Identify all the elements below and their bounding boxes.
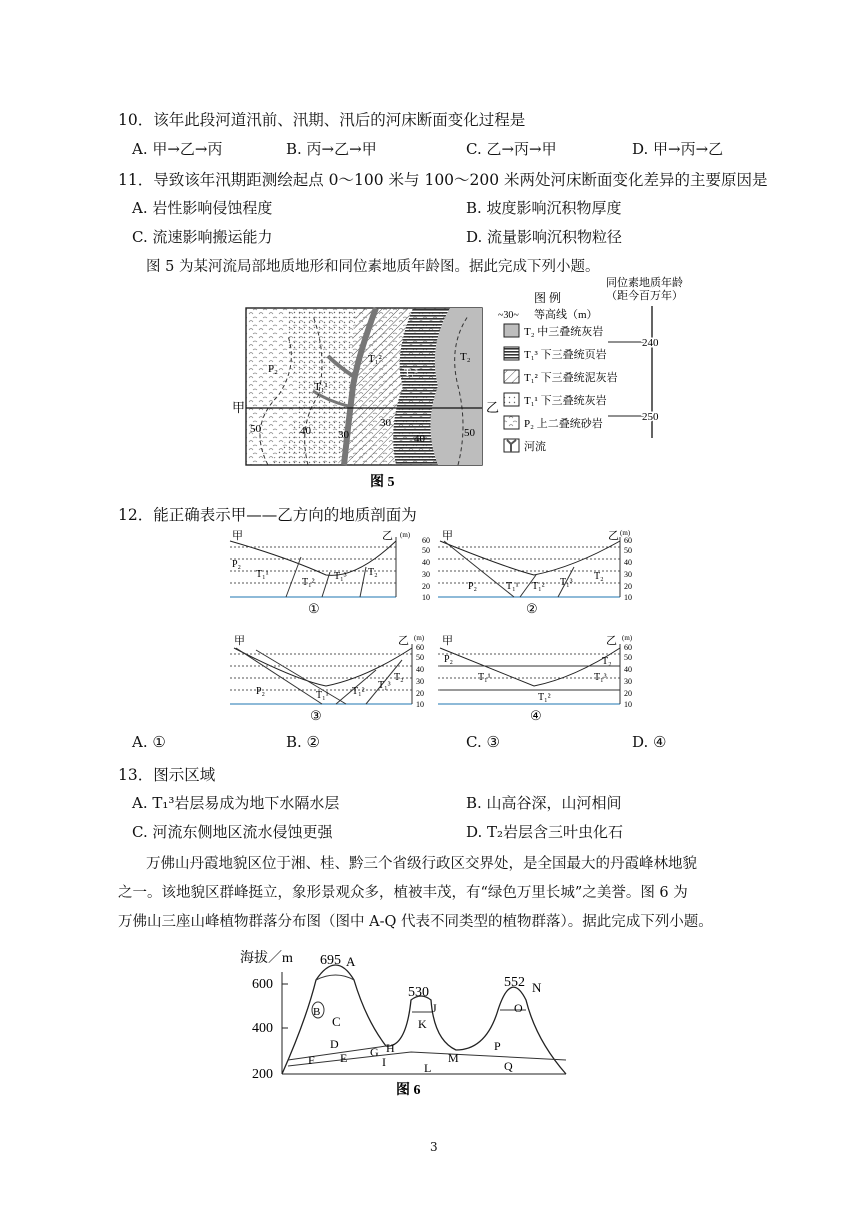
fig5-caption: 图 5 <box>370 475 395 490</box>
passage-line-1: 万佛山丹霞地貌区位于湘、桂、黔三个省级行政区交界处，是全国最大的丹霞峰林地貌 <box>146 856 697 872</box>
q11-option-c: C. 流速影响搬运能力 <box>132 228 273 246</box>
legend-item: T₁³ 下三叠统页岩 <box>524 349 607 361</box>
community-label: Q <box>504 1059 513 1073</box>
contour-label: 30 <box>338 429 349 441</box>
fig6-ytick: 600 <box>252 977 273 992</box>
q11-option-d: D. 流量影响沉积物粒径 <box>466 228 623 246</box>
community-label: F <box>308 1053 315 1067</box>
axis-tick: 10 <box>416 700 424 709</box>
axis-tick: 20 <box>624 689 632 698</box>
passage-line-3: 万佛山三座山峰植物群落分布图（图中 A-Q 代表不同类型的植物群落）。据此完成下列小题。 <box>118 914 713 930</box>
profile-number: ① <box>308 601 320 616</box>
profile-unit: T₁² <box>352 686 365 697</box>
legend-swatch-t2 <box>504 324 519 337</box>
legend-swatch-t11 <box>504 393 519 406</box>
legend-swatch-p2 <box>504 416 519 429</box>
axis-tick: 50 <box>422 546 430 555</box>
axis-tick: 50 <box>624 546 632 555</box>
legend-item: T₁¹ 下三叠统灰岩 <box>524 395 607 407</box>
profile-label-left: 甲 <box>232 530 243 542</box>
axis-tick: 10 <box>624 700 632 709</box>
passage-line-2: 之一。该地貌区群峰挺立，象形景观众多，植被丰茂，有“绿色万里长城”之美誉。图 6 为 <box>118 885 688 901</box>
page-number: 3 <box>430 1140 438 1154</box>
q10-option-b: B. 丙→乙→甲 <box>286 140 377 158</box>
community-label: L <box>424 1061 432 1075</box>
profile-unit: T₁³ <box>560 577 573 588</box>
q11-option-b: B. 坡度影响沉积物厚度 <box>466 199 622 217</box>
q12-option-a: A. ① <box>132 733 166 751</box>
axis-tick: 30 <box>416 677 424 686</box>
q13-option-d: D. T₂岩层含三叶虫化石 <box>466 823 624 841</box>
axis-tick: 40 <box>624 665 632 674</box>
profile-unit: T₁² <box>532 581 545 592</box>
profile-unit: T₂ <box>368 567 378 578</box>
profile-unit: T₁¹ <box>316 690 329 701</box>
community-label: J <box>432 1001 437 1015</box>
profile-number: ③ <box>310 708 322 723</box>
fig6-ylabel: 海拔／m <box>240 951 293 966</box>
axis-tick: 30 <box>624 677 632 686</box>
q11-stem: 11．导致该年汛期距测绘起点 0～100 米与 100～200 米两处河床断面变化差异的主要原因是 <box>118 171 768 189</box>
q10-option-a: A. 甲→乙→丙 <box>132 140 223 158</box>
q10-option-c: C. 乙→丙→甲 <box>466 140 557 158</box>
axis-unit: (m) <box>622 634 633 642</box>
axis-tick: 40 <box>416 665 424 674</box>
q11-option-a: A. 岩性影响侵蚀程度 <box>132 199 273 217</box>
community-label: A <box>346 954 356 969</box>
profile-number: ④ <box>530 708 542 723</box>
legend-item: 河流 <box>524 441 546 453</box>
axis-tick: 50 <box>416 653 424 662</box>
peak-label: 530 <box>408 985 429 1000</box>
profile-unit: T₁³ <box>594 672 607 683</box>
community-label: I <box>382 1055 386 1069</box>
axis-tick: 20 <box>624 582 632 591</box>
profile-unit: T₁³ <box>378 680 391 691</box>
axis-tick: 60 <box>624 643 632 652</box>
age-label: 250 <box>642 411 659 423</box>
axis-tick: 60 <box>416 643 424 652</box>
contour-label: 30 <box>380 417 391 429</box>
map-label-jia: 甲 <box>232 400 246 415</box>
q12-stem: 12．能正确表示甲——乙方向的地质剖面为 <box>118 506 417 524</box>
profile-label-right: 乙 <box>608 530 619 542</box>
profile-label-right: 乙 <box>382 530 393 542</box>
profile-unit: T₁² <box>538 692 551 703</box>
q13-option-c: C. 河流东侧地区流水侵蚀更强 <box>132 823 333 841</box>
legend-title: 图 例 <box>534 291 562 305</box>
profile-unit: T₁¹ <box>506 581 519 592</box>
profile-unit: T₁² <box>302 577 315 588</box>
profile-label-right: 乙 <box>606 635 617 647</box>
map-label-yi: 乙 <box>486 400 500 415</box>
community-label: D <box>330 1037 339 1051</box>
legend-item: T₂ 中三叠统灰岩 <box>524 326 604 338</box>
axis-tick: 60 <box>624 536 632 545</box>
age-subtitle: （距今百万年） <box>606 290 683 302</box>
fig6-ytick: 400 <box>252 1021 273 1036</box>
profile-number: ② <box>526 601 538 616</box>
profile-label-left: 甲 <box>442 530 453 542</box>
profile-unit: T₁³ <box>334 571 347 582</box>
axis-tick: 60 <box>422 536 430 545</box>
axis-unit: (m) <box>620 529 631 537</box>
axis-tick: 40 <box>422 558 430 567</box>
community-label: N <box>532 980 542 995</box>
profile-3 <box>226 630 440 724</box>
map-unit-label: T₂ <box>460 351 471 363</box>
community-label: M <box>448 1051 459 1065</box>
map-unit-label: T₁² <box>368 353 382 365</box>
peak-label: 695 <box>320 953 341 968</box>
profile-unit: P₂ <box>444 654 454 665</box>
profile-label-left: 甲 <box>234 635 245 647</box>
legend-swatch-t12 <box>504 370 519 383</box>
profile-unit: P₂ <box>468 581 478 592</box>
community-label: E <box>340 1051 348 1065</box>
q12-option-c: C. ③ <box>466 733 500 751</box>
axis-tick: 30 <box>624 570 632 579</box>
fig5-intro: 图 5 为某河流局部地质地形和同位素地质年龄图。据此完成下列小题。 <box>146 259 600 275</box>
fig6-ytick: 200 <box>252 1067 273 1082</box>
q12-option-b: B. ② <box>286 733 321 751</box>
q13-stem: 13．图示区域 <box>118 766 216 784</box>
profile-label-right: 乙 <box>398 635 409 647</box>
peak-label: 552 <box>504 975 525 990</box>
community-label: O <box>514 1001 523 1015</box>
community-label: H <box>386 1041 395 1055</box>
figure-5-geologic-map <box>228 276 688 494</box>
q13-option-b: B. 山高谷深，山河相间 <box>466 794 622 812</box>
profile-unit: T₁¹ <box>478 672 491 683</box>
axis-tick: 30 <box>422 570 430 579</box>
axis-tick: 10 <box>422 593 430 602</box>
axis-tick: 20 <box>422 582 430 591</box>
q10-option-d: D. 甲→丙→乙 <box>632 140 724 158</box>
profile-unit: T₂ <box>602 656 612 667</box>
community-label: K <box>418 1017 427 1031</box>
contour-label: 50 <box>250 423 261 435</box>
legend-contour-text: 等高线（m） <box>534 309 598 321</box>
axis-unit: (m) <box>414 634 425 642</box>
q10-stem: 10．该年此段河道汛前、汛期、汛后的河床断面变化过程是 <box>118 111 526 129</box>
map-unit-label: T₁³ <box>404 367 418 379</box>
profile-unit: T₁¹ <box>256 569 269 580</box>
contour-label: 40 <box>414 433 425 445</box>
axis-tick: 40 <box>624 558 632 567</box>
contour-label: 40 <box>300 425 311 437</box>
axis-unit: (m) <box>400 531 411 539</box>
map-unit-label: T₁¹ <box>314 381 328 393</box>
profile-unit: T₂ <box>394 672 404 683</box>
profile-2 <box>434 527 648 617</box>
figure-6-vegetation-profile <box>236 940 616 1100</box>
profile-4 <box>434 630 648 724</box>
community-label: P <box>494 1039 501 1053</box>
age-title: 同位素地质年龄 <box>606 277 683 289</box>
axis-tick: 20 <box>416 689 424 698</box>
community-label: C <box>332 1014 341 1029</box>
age-label: 240 <box>642 337 659 349</box>
profile-unit: P₂ <box>256 686 266 697</box>
contour-label: 50 <box>464 427 475 439</box>
map-unit-label: P₂ <box>268 363 278 375</box>
profile-unit: T₂ <box>594 571 604 582</box>
profile-1 <box>226 527 440 617</box>
community-label: G <box>370 1045 379 1059</box>
fig6-caption: 图 6 <box>396 1083 421 1098</box>
legend-item: T₁² 下三叠统泥灰岩 <box>524 372 618 384</box>
profile-unit: P₂ <box>232 559 242 570</box>
legend-item: P₂ 上二叠统砂岩 <box>524 418 603 430</box>
profile-label-left: 甲 <box>442 635 453 647</box>
q13-option-a: A. T₁³岩层易成为地下水隔水层 <box>132 794 340 812</box>
legend-contour-symbol: ~30~ <box>498 310 519 321</box>
legend-swatch-t13 <box>504 347 519 360</box>
axis-tick: 10 <box>624 593 632 602</box>
community-label: B <box>313 1006 321 1018</box>
axis-tick: 50 <box>624 653 632 662</box>
q12-option-d: D. ④ <box>632 733 667 751</box>
